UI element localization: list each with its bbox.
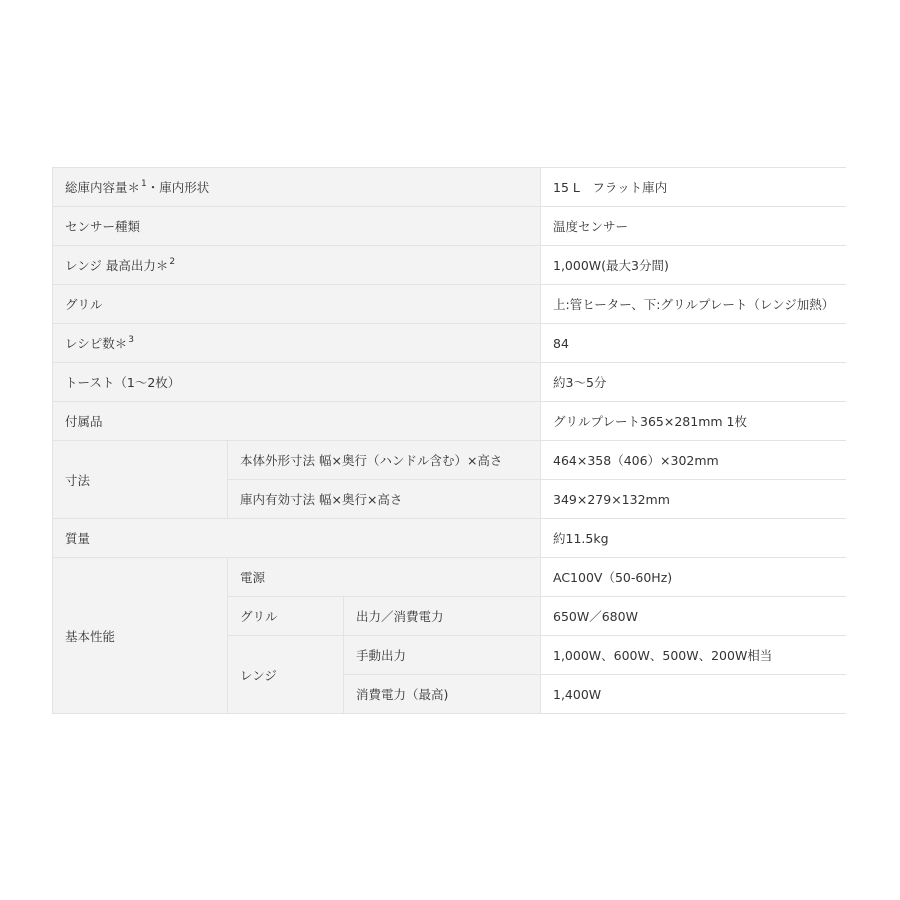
toast-value: 約3～5分	[541, 363, 847, 402]
sensor-value: 温度センサー	[541, 207, 847, 246]
footnote-mark: 3	[128, 335, 134, 345]
consumption-value: 1,400W	[541, 675, 847, 714]
spec-row-weight	[53, 519, 847, 558]
grill-value: 上:管ヒーター、下:グリルプレート（レンジ加熱）	[541, 285, 847, 324]
footnote-mark: 1	[141, 179, 147, 189]
spec-row-grill	[53, 285, 847, 324]
grill-output-value: 650W／680W	[541, 597, 847, 636]
recipes-label: レシピ数＊$^3$	[53, 324, 541, 363]
power-value: AC100V（50-60Hz)	[541, 558, 847, 597]
spec-row-accessories	[53, 402, 847, 441]
range-max-output-value: 1,000W(最大3分間)	[541, 246, 847, 285]
accessories-label: 付属品	[53, 402, 541, 441]
range-max-output-label: レンジ 最高出力＊$^2$	[53, 246, 541, 285]
outer-dimensions-label: 本体外形寸法 幅×奥行（ハンドル含む）×高さ	[228, 441, 541, 480]
spec-row-dimensions-outer	[53, 441, 847, 480]
dimensions-label: 寸法	[53, 441, 228, 519]
spec-row-power	[53, 558, 847, 597]
grill-label: グリル	[53, 285, 541, 324]
toast-label: トースト（1～2枚）	[53, 363, 541, 402]
manual-output-label: 手動出力	[344, 636, 541, 675]
power-label: 電源	[228, 558, 541, 597]
consumption-label: 消費電力（最高)	[344, 675, 541, 714]
inner-dimensions-value: 349×279×132mm	[541, 480, 847, 519]
sensor-label: センサー種類	[53, 207, 541, 246]
capacity-value: 15 L フラット庫内	[541, 168, 847, 207]
grill-output-label: 出力／消費電力	[344, 597, 541, 636]
weight-value: 約11.5kg	[541, 519, 847, 558]
inner-dimensions-label: 庫内有効寸法 幅×奥行×高さ	[228, 480, 541, 519]
spec-row-capacity	[53, 168, 847, 207]
spec-row-recipes	[53, 324, 847, 363]
spec-table	[52, 167, 846, 714]
recipes-value: 84	[541, 324, 847, 363]
spec-row-sensor	[53, 207, 847, 246]
performance-range-label: レンジ	[228, 636, 344, 714]
spec-row-range-max-output	[53, 246, 847, 285]
manual-output-value: 1,000W、600W、500W、200W相当	[541, 636, 847, 675]
footnote-mark: 2	[169, 257, 176, 267]
performance-grill-label: グリル	[228, 597, 344, 636]
spec-row-toast	[53, 363, 847, 402]
weight-label: 質量	[53, 519, 541, 558]
outer-dimensions-value: 464×358（406）×302mm	[541, 441, 847, 480]
accessories-value: グリルプレート365×281mm 1枚	[541, 402, 847, 441]
performance-label: 基本性能	[53, 558, 228, 714]
capacity-label: 総庫内容量＊$^1$・庫内形状	[53, 168, 541, 207]
